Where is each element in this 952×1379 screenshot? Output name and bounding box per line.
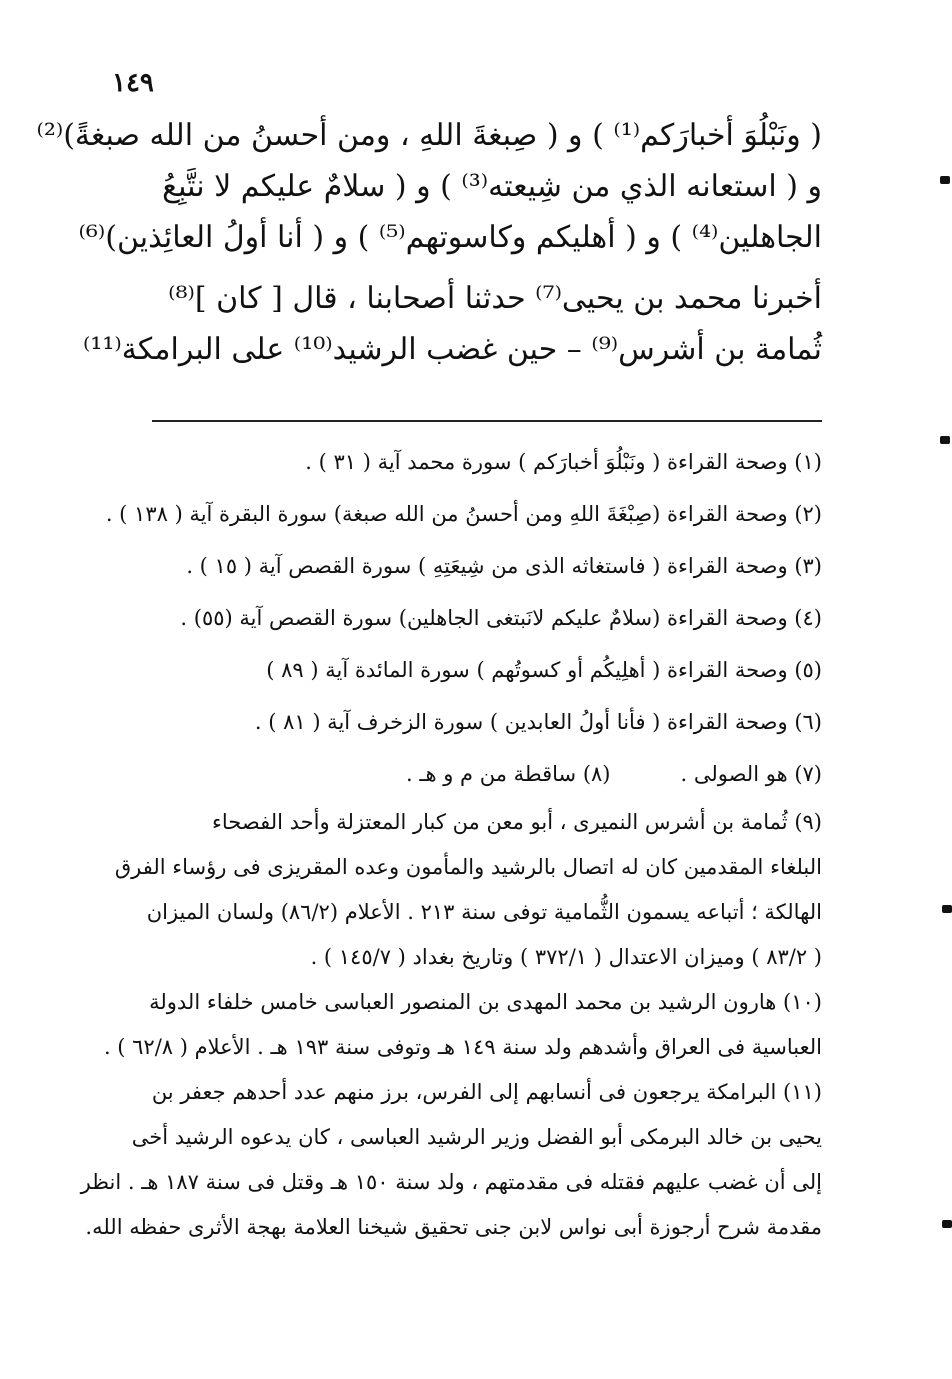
footnote-10-line: العباسية فى العراق وأشدهم ولد سنة ١٤٩ هـ وتوفى سنة ١٩٣ هـ . الأعلام ( ٦٢/٨ ) . (103, 1035, 822, 1059)
page-number: ١٤٩ (112, 68, 154, 98)
footnote-9-line: الهالكة ؛ أتباعه يسمون الثُّمامية توفى سنة ٢١٣ . الأعلام (٨٦/٢) ولسان الميزان (146, 900, 822, 924)
binding-mark (942, 1220, 952, 1228)
footnote-11-line: يحيى بن خالد البرمكى أبو الفضل وزير الرشيد العباسى ، كان يدعوه الرشيد أخى (131, 1125, 822, 1149)
footnote-10-line: (١٠) هارون الرشيد بن محمد المهدى بن المنصور العباسى خامس خلفاء الدولة (149, 990, 822, 1014)
footnote-4: (٤) وصحة القراءة (سلامٌ عليكم لانَبتغى الجاهلين) سورة القصص آية (٥٥) . (180, 606, 822, 630)
footnote-3: (٣) وصحة القراءة ( فاستغاثه الذى من شِيعَتِهِ ) سورة القصص آية ( ١٥ ) . (186, 554, 822, 578)
footnote-11-line: إلى أن غضب عليهم فقتله فى مقدمتهم ، ولد سنة ١٥٠ هـ وقتل فى سنة ١٨٧ هـ . انظر (80, 1170, 822, 1194)
binding-mark (942, 905, 952, 913)
footnotes-block (80, 436, 822, 1250)
footnote-8: (٨) ساقطة من م و هـ . (405, 762, 611, 786)
main-text-block (36, 110, 822, 375)
footnote-divider (152, 420, 822, 422)
footnote-9-line: (٩) ثُمامة بن أشرس النميرى ، أبو معن من كبار المعتزلة وأحد الفصحاء (212, 810, 822, 834)
footnote-6: (٦) وصحة القراءة ( فأنا أولُ العابدين ) سورة الزخرف آية ( ٨١ ) . (254, 710, 822, 734)
main-text-line: أخبرنا محمد بن يحيى⁽⁷⁾ حدثنا أصحابنا ، قال [ كان ]⁽⁸⁾ (168, 281, 822, 316)
footnote-9-line: ( ٨٣/٢ ) وميزان الاعتدال ( ٣٧٢/١ ) وتاريخ بغداد ( ١٤٥/٧ ) . (310, 945, 822, 969)
footnote-1: (١) وصحة القراءة ( ونَبْلُوَ أخبارَكم ) سورة محمد آية ( ٣١ ) . (305, 450, 822, 474)
footnote-7: (٧) هو الصولى . (680, 762, 822, 786)
binding-mark (940, 176, 950, 184)
main-text-line: الجاهلين⁽⁴⁾ ) و ( أهليكم وكاسوتهم⁽⁵⁾ ) و ( أنا أولُ العائِذين)⁽⁶⁾ (78, 220, 822, 255)
main-text-line: ( ونَبْلُوَ أخبارَكم⁽¹⁾ ) و ( صِبغةَ اللهِ ، ومن أحسنُ من الله صبغةً)⁽²⁾ (36, 118, 822, 153)
main-text-line: و ( استعانه الذي من شِيعته⁽³⁾ ) و ( سلامٌ عليكم لا نتَّبِعُ (162, 169, 822, 204)
footnote-5: (٥) وصحة القراءة ( أهلِيكُم أو كسوتُهم ) سورة المائدة آية ( ٨٩ ) (266, 658, 822, 682)
binding-mark (940, 436, 950, 444)
footnote-11-line: مقدمة شرح أرجوزة أبى نواس لابن جنى تحقيق شيخنا العلامة بهجة الأثرى حفظه الله. (85, 1215, 822, 1239)
main-text-line: ثُمامة بن أشرس⁽⁹⁾ – حين غضب الرشيد⁽¹⁰⁾ على البرامكة⁽¹¹⁾ (82, 332, 822, 367)
footnote-11-line: (١١) البرامكة يرجعون فى أنسابهم إلى الفرس، برز منهم عدد أحدهم جعفر بن (151, 1080, 822, 1104)
footnote-9-line: البلغاء المقدمين كان له اتصال بالرشيد والمأمون وعده المقريزى فى رؤساء الفرق (114, 855, 822, 879)
footnote-7-8-row (100, 748, 822, 800)
footnote-2: (٢) وصحة القراءة (صِبْغَةَ اللهِ ومن أحسنُ من الله صبغة) سورة البقرة آية ( ١٣٨ ) . (105, 502, 822, 526)
